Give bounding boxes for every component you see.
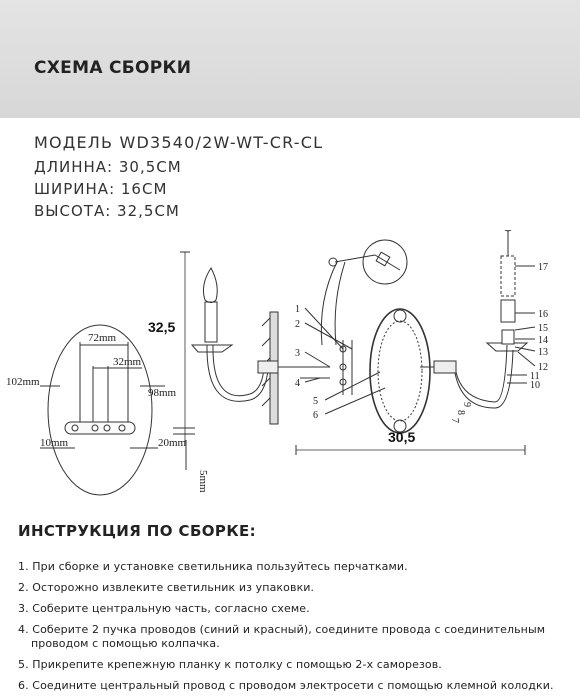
callout-13: 13: [538, 347, 548, 358]
callout-3: 3: [295, 348, 300, 359]
callout-7: 7: [449, 418, 460, 423]
width-dimension: 30,5: [388, 429, 416, 445]
spec-height: ВЫСОТА: 32,5СМ: [34, 202, 180, 220]
dim-10mm: 10mm: [40, 437, 69, 449]
instruction-step-2: 2. Осторожно извлеките светильник из упаковки.: [18, 581, 315, 594]
callout-6: 6: [313, 410, 318, 421]
dim-102mm: 102mm: [6, 376, 40, 388]
callout-11: 11: [530, 371, 540, 382]
instructions-title: ИНСТРУКЦИЯ ПО СБОРКЕ:: [18, 522, 257, 540]
instruction-step-1: 1. При сборке и установке светильника пользуйтесь перчатками.: [18, 560, 408, 573]
callout-12: 12: [538, 362, 548, 373]
right-candle-tube: [501, 256, 515, 296]
center-body: [370, 309, 430, 433]
dim-72mm: 72mm: [88, 332, 117, 344]
instruction-step-6: 6. Соедините центральный провод с проводом электросети с помощью клемной колодки.: [18, 679, 554, 692]
spec-length: ДЛИННА: 30,5СМ: [34, 158, 182, 176]
left-candle-tube: [205, 302, 217, 342]
spec-width: ШИРИНА: 16СМ: [34, 180, 168, 198]
callout-17: 17: [538, 262, 548, 273]
callout-15: 15: [538, 323, 548, 334]
callout-1: 1: [295, 304, 300, 315]
callout-2: 2: [295, 319, 300, 330]
dim-98mm: 98mm: [148, 387, 177, 399]
instructions-list: [18, 560, 554, 700]
instruction-step-4-line1: 4. Соберите 2 пучка проводов (синий и красный), соедините провода с соединительным: [18, 623, 546, 636]
dim-20mm: 20mm: [158, 437, 187, 449]
callout-4: 4: [295, 378, 300, 389]
callout-10: 10: [530, 380, 540, 391]
mount-plate-oval: [48, 325, 152, 495]
callout-8: 8: [455, 410, 466, 415]
callout-5: 5: [313, 396, 318, 407]
instruction-step-5: 5. Прикрепите крепежную планку к потолку с помощью 2-х саморезов.: [18, 658, 442, 671]
left-flame-bulb: [203, 268, 217, 303]
callout-16: 16: [538, 309, 548, 320]
instruction-step-3: 3. Соберите центральную часть, согласно схеме.: [18, 602, 310, 615]
instruction-step-4: [18, 623, 554, 651]
instruction-step-4-line2: проводом с помощью колпачка.: [31, 637, 220, 650]
callout-14: 14: [538, 335, 548, 346]
page-title: СХЕМА СБОРКИ: [34, 58, 192, 78]
callout-9: 9: [461, 402, 472, 407]
dim-5mm: 5mm: [197, 470, 209, 493]
specs-block: [34, 133, 323, 224]
model-number: МОДЕЛЬ WD3540/2W-WT-CR-CL: [34, 133, 324, 152]
dim-32mm: 32mm: [113, 356, 142, 368]
height-dimension: 32,5: [148, 319, 176, 335]
assembly-drawing: [0, 230, 580, 500]
detail-circle: [363, 240, 407, 284]
